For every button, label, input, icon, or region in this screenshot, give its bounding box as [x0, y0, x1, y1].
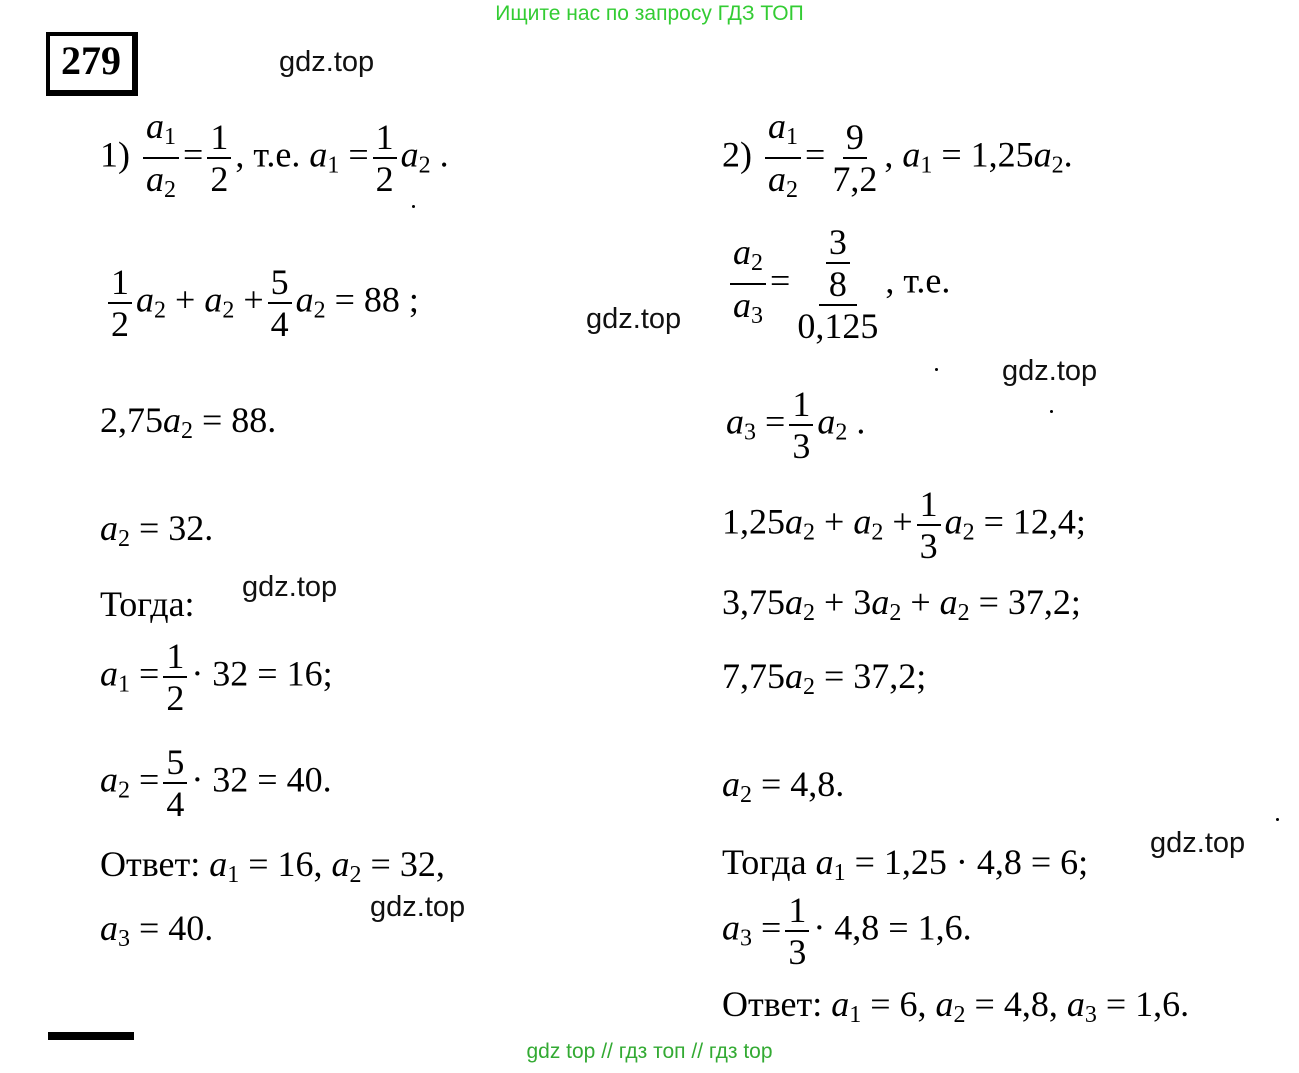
fraction: $\frac{3}{8}$ — [826, 222, 850, 304]
fraction: $\frac{5}{4}$ — [268, 262, 292, 344]
scan-speck — [935, 368, 938, 371]
right-line-7: $a_2 = 4,8$. — [722, 764, 845, 808]
fraction: $\frac{1}{2}$ — [108, 262, 132, 344]
right-line-5: $3,75a_2 + 3a_2 + a_2 = 37,2$; — [722, 582, 1081, 626]
fraction: $\frac{1}{3}$ — [917, 484, 941, 566]
right-line-1: 2) $\frac{a_1}{a_2}$ = $\frac{9}{7,2}$ , $a_1 = 1,25a_2$. — [722, 106, 1073, 210]
right-line-10: Ответ: $a_1 = 6$, $a_2 = 4,8$, $a_3 = 1,6$. — [722, 984, 1190, 1028]
fraction: $\frac{9}{7,2}$ — [832, 117, 878, 199]
watermark: gdz.top — [279, 46, 375, 78]
fraction: $\frac{a_2}{a_3}$ — [730, 232, 766, 336]
right-line-6: $7,75a_2 = 37,2$; — [722, 656, 927, 700]
fraction: $\frac{a_1}{a_2}$ — [143, 106, 179, 210]
right-line-3: $a_3$ = $\frac{1}{3}$ $a_2$ . — [726, 384, 866, 466]
watermark: gdz.top — [1150, 827, 1246, 859]
scan-speck — [1276, 818, 1279, 821]
fraction: $\frac{5}{4}$ — [163, 742, 187, 824]
left-line-9: $a_3 = 40$. — [100, 908, 214, 952]
left-line-6: $a_1$ = $\frac{1}{2}$ · 32 = 16; — [100, 636, 333, 718]
left-line-2: $\frac{1}{2}$ $a_2 + a_2$ + $\frac{5}{4}$ $a_2 = 88$ ; — [104, 262, 419, 344]
left-line-1: 1) $\frac{a_1}{a_2}$ = $\frac{1}{2}$ , т.е. $a_1$ = $\frac{1}{2}$ $a_2$ . — [100, 106, 449, 210]
right-line-8: Тогда $a_1 = 1,25 \cdot 4,8 = 6$; — [722, 842, 1089, 886]
left-line-4: $a_2 = 32$. — [100, 508, 214, 552]
scan-speck — [412, 205, 415, 208]
top-banner[interactable]: Ищите нас по запросу ГДЗ ТОП — [495, 2, 804, 25]
scan-speck — [1050, 410, 1053, 413]
scan-mark — [48, 1032, 134, 1040]
fraction: $\frac{a_1}{a_2}$ — [765, 106, 801, 210]
fraction: $\frac{1}{2}$ — [163, 636, 187, 718]
watermark: gdz.top — [1002, 355, 1098, 387]
fraction: $\frac{1}{3}$ — [789, 384, 813, 466]
compound-fraction: $\frac{\frac{3}{8}}{0,125}$ — [797, 222, 879, 346]
right-line-4: $1,25a_2 + a_2$ + $\frac{1}{3}$ $a_2 = 12,4$; — [722, 484, 1086, 566]
right-line-9: $a_3$ = $\frac{1}{3}$ · 4,8 = 1,6. — [722, 890, 972, 972]
fraction: $\frac{1}{2}$ — [373, 117, 397, 199]
watermark: gdz.top — [242, 571, 338, 603]
left-line-8: Ответ: $a_1 = 16$, $a_2 = 32$, — [100, 844, 445, 888]
fraction: $\frac{1}{2}$ — [207, 117, 231, 199]
left-line-7: $a_2$ = $\frac{5}{4}$ · 32 = 40. — [100, 742, 332, 824]
watermark: gdz.top — [586, 303, 682, 335]
left-line-3: $2,75a_2 = 88$. — [100, 400, 277, 444]
footer[interactable]: gdz top // гдз топ // гдз top — [526, 1040, 773, 1063]
watermark: gdz.top — [370, 891, 466, 923]
fraction: $\frac{1}{3}$ — [785, 890, 809, 972]
problem-number: 279 — [46, 32, 138, 96]
right-line-2: $\frac{a_2}{a_3}$ = $\frac{\frac{3}{8}}{0,125}$ , т.е. — [726, 222, 950, 346]
left-line-5: Тогда: — [100, 584, 195, 624]
